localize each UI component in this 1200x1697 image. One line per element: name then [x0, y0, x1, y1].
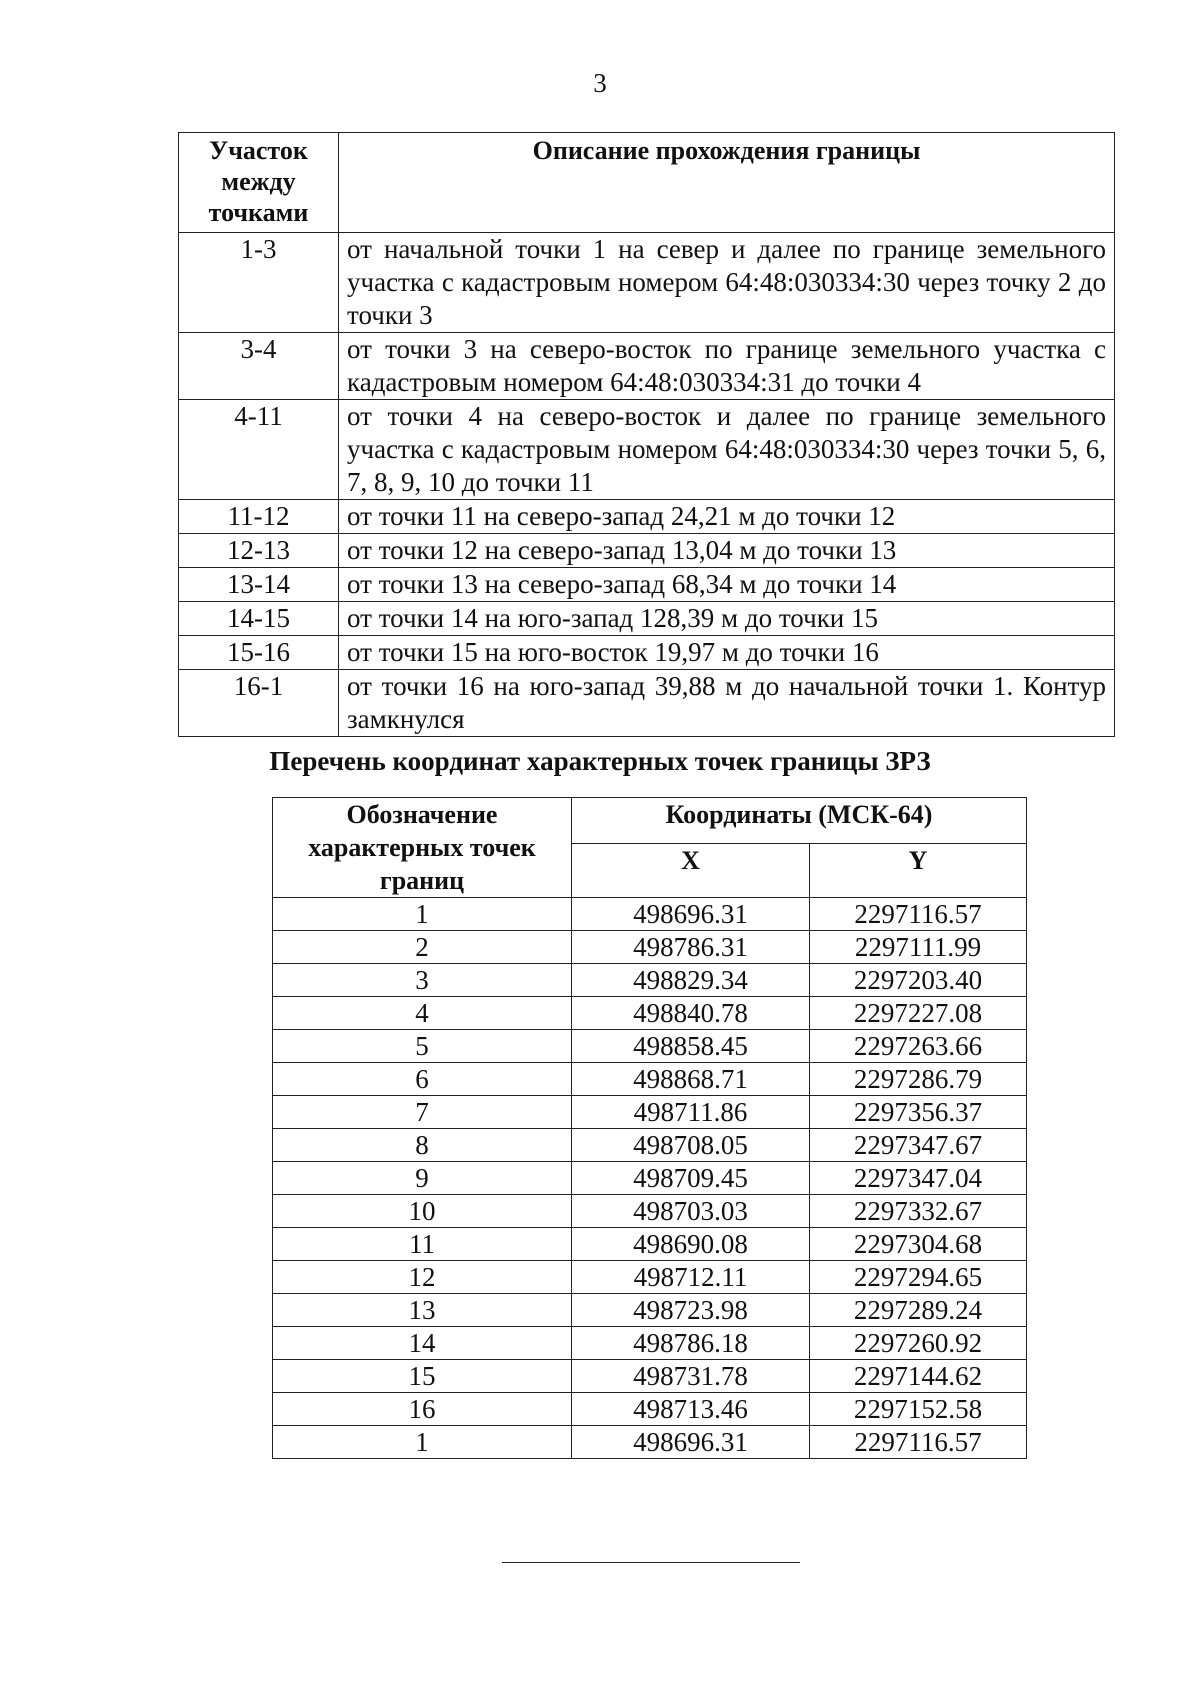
end-divider — [502, 1562, 800, 1563]
table-row — [273, 1294, 1027, 1327]
point-cell: 10 — [273, 1195, 572, 1228]
y-column-header: Y — [810, 844, 1027, 898]
x-column-header: X — [572, 844, 810, 898]
y-coordinate-cell: 2297304.68 — [810, 1228, 1027, 1261]
coords-header-row-1 — [273, 798, 1027, 844]
table-row — [273, 1162, 1027, 1195]
segment-cell: 14-15 — [179, 602, 339, 636]
table-row — [179, 333, 1115, 400]
y-coordinate-cell: 2297116.57 — [810, 898, 1027, 931]
table-row — [179, 568, 1115, 602]
table-row — [273, 1063, 1027, 1096]
y-coordinate-cell: 2297289.24 — [810, 1294, 1027, 1327]
segment-cell: 13-14 — [179, 568, 339, 602]
table-row — [273, 898, 1027, 931]
point-cell: 9 — [273, 1162, 572, 1195]
coordinates-column-header: Координаты (МСК-64) — [572, 798, 1027, 844]
point-cell: 13 — [273, 1294, 572, 1327]
segment-cell: 4-11 — [179, 400, 339, 500]
point-cell: 1 — [273, 1426, 572, 1459]
y-coordinate-cell: 2297152.58 — [810, 1393, 1027, 1426]
y-coordinate-cell: 2297116.57 — [810, 1426, 1027, 1459]
x-coordinate-cell: 498723.98 — [572, 1294, 810, 1327]
table-row — [179, 233, 1115, 333]
segment-column-header: Участок между точками — [179, 133, 339, 233]
y-coordinate-cell: 2297203.40 — [810, 964, 1027, 997]
y-coordinate-cell: 2297111.99 — [810, 931, 1027, 964]
table-row — [273, 931, 1027, 964]
page-number: 3 — [593, 68, 607, 98]
x-coordinate-cell: 498840.78 — [572, 997, 810, 1030]
table-row — [273, 1426, 1027, 1459]
point-cell: 5 — [273, 1030, 572, 1063]
x-coordinate-cell: 498858.45 — [572, 1030, 810, 1063]
border-table-header-row — [179, 133, 1115, 233]
point-cell: 15 — [273, 1360, 572, 1393]
point-cell: 3 — [273, 964, 572, 997]
coords-table-body — [273, 898, 1027, 1459]
table-row — [273, 1228, 1027, 1261]
x-coordinate-cell: 498690.08 — [572, 1228, 810, 1261]
description-cell: от начальной точки 1 на север и далее по границе земельного участка с кадастровым номером 64:48:030334:30 через точку 2 до точки 3 — [339, 233, 1115, 333]
segment-cell: 16-1 — [179, 670, 339, 737]
coordinates-title: Перечень координат характерных точек границы ЗРЗ — [269, 746, 931, 776]
table-row — [179, 636, 1115, 670]
table-row — [273, 1327, 1027, 1360]
x-coordinate-cell: 498731.78 — [572, 1360, 810, 1393]
description-cell: от точки 4 на северо-восток и далее по границе земельного участка с кадастровым номером 64:48:030334:30 через точки 5, 6, 7, 8, 9, 10 до точки 11 — [339, 400, 1115, 500]
description-column-header: Описание прохождения границы — [339, 133, 1115, 233]
table-row — [179, 670, 1115, 737]
x-coordinate-cell: 498713.46 — [572, 1393, 810, 1426]
description-cell: от точки 14 на юго-запад 128,39 м до точки 15 — [339, 602, 1115, 636]
table-row — [179, 602, 1115, 636]
y-coordinate-cell: 2297260.92 — [810, 1327, 1027, 1360]
coordinates-table — [272, 797, 1027, 1459]
segment-cell: 15-16 — [179, 636, 339, 670]
point-cell: 14 — [273, 1327, 572, 1360]
x-coordinate-cell: 498786.18 — [572, 1327, 810, 1360]
y-coordinate-cell: 2297356.37 — [810, 1096, 1027, 1129]
x-coordinate-cell: 498696.31 — [572, 1426, 810, 1459]
description-cell: от точки 11 на северо-запад 24,21 м до точки 12 — [339, 500, 1115, 534]
table-row — [273, 997, 1027, 1030]
table-row — [273, 1129, 1027, 1162]
point-cell: 4 — [273, 997, 572, 1030]
point-cell: 8 — [273, 1129, 572, 1162]
table-row — [179, 500, 1115, 534]
x-coordinate-cell: 498703.03 — [572, 1195, 810, 1228]
segment-cell: 11-12 — [179, 500, 339, 534]
y-coordinate-cell: 2297144.62 — [810, 1360, 1027, 1393]
description-cell: от точки 15 на юго-восток 19,97 м до точки 16 — [339, 636, 1115, 670]
point-cell: 12 — [273, 1261, 572, 1294]
y-coordinate-cell: 2297347.67 — [810, 1129, 1027, 1162]
point-cell: 1 — [273, 898, 572, 931]
y-coordinate-cell: 2297227.08 — [810, 997, 1027, 1030]
point-cell: 6 — [273, 1063, 572, 1096]
description-cell: от точки 13 на северо-запад 68,34 м до точки 14 — [339, 568, 1115, 602]
table-row — [179, 400, 1115, 500]
table-row — [179, 534, 1115, 568]
x-coordinate-cell: 498708.05 — [572, 1129, 810, 1162]
description-cell: от точки 16 на юго-запад 39,88 м до начальной точки 1. Контур замкнулся — [339, 670, 1115, 737]
x-coordinate-cell: 498712.11 — [572, 1261, 810, 1294]
x-coordinate-cell: 498709.45 — [572, 1162, 810, 1195]
y-coordinate-cell: 2297263.66 — [810, 1030, 1027, 1063]
x-coordinate-cell: 498868.71 — [572, 1063, 810, 1096]
x-coordinate-cell: 498711.86 — [572, 1096, 810, 1129]
border-table-body — [179, 233, 1115, 737]
segment-cell: 3-4 — [179, 333, 339, 400]
table-row — [273, 1261, 1027, 1294]
description-cell: от точки 3 на северо-восток по границе земельного участка с кадастровым номером 64:48:030334:31 до точки 4 — [339, 333, 1115, 400]
description-cell: от точки 12 на северо-запад 13,04 м до точки 13 — [339, 534, 1115, 568]
y-coordinate-cell: 2297347.04 — [810, 1162, 1027, 1195]
border-description-table — [178, 132, 1115, 737]
point-cell: 16 — [273, 1393, 572, 1426]
x-coordinate-cell: 498829.34 — [572, 964, 810, 997]
table-row — [273, 1195, 1027, 1228]
table-row — [273, 1393, 1027, 1426]
y-coordinate-cell: 2297286.79 — [810, 1063, 1027, 1096]
segment-cell: 12-13 — [179, 534, 339, 568]
table-row — [273, 1096, 1027, 1129]
x-coordinate-cell: 498696.31 — [572, 898, 810, 931]
segment-cell: 1-3 — [179, 233, 339, 333]
table-row — [273, 964, 1027, 997]
designation-column-header: Обозначение характерных точек границ — [273, 798, 572, 898]
point-cell: 11 — [273, 1228, 572, 1261]
table-row — [273, 1030, 1027, 1063]
y-coordinate-cell: 2297332.67 — [810, 1195, 1027, 1228]
table-row — [273, 1360, 1027, 1393]
x-coordinate-cell: 498786.31 — [572, 931, 810, 964]
point-cell: 7 — [273, 1096, 572, 1129]
point-cell: 2 — [273, 931, 572, 964]
y-coordinate-cell: 2297294.65 — [810, 1261, 1027, 1294]
